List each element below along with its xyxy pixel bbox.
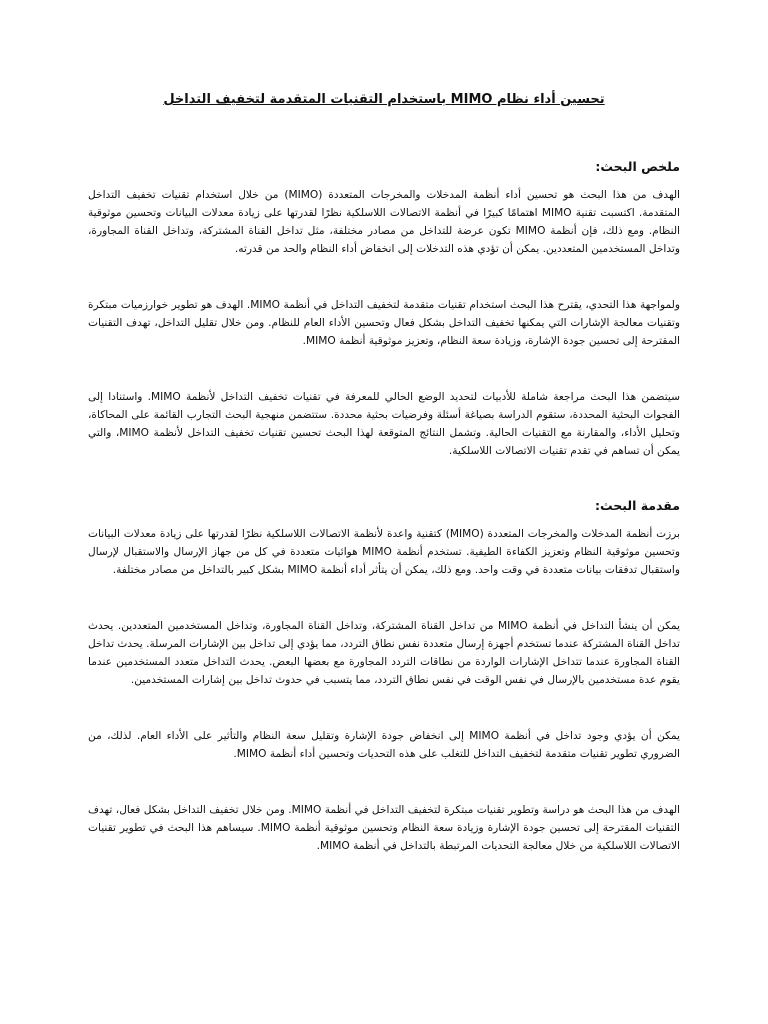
introduction-paragraph-4: الهدف من هذا البحث هو دراسة وتطوير تقنيات مبتكرة لتخفيف التداخل في أنظمة MIMO. ومن خلال تخفيف التداخل بشكل فعال، تهدف التقنيات المقترحة إلى تحسين جودة الإشارة وزيادة سعة النظام وتحسين موثوقية أنظمة MIMO. سيساهم هذا البحث في تطوير تقنيات الاتصالات اللاسلكية من خلال معالجة التحديات المرتبطة بالتداخل في أنظمة MIMO. (88, 804, 680, 852)
document-title: تحسين أداء نظام MIMO باستخدام التقنيات المتقدمة لتخفيف التداخل (163, 92, 605, 107)
introduction-paragraph-2: يمكن أن ينشأ التداخل في أنظمة MIMO من تداخل القناة المشتركة، وتداخل القناة المجاورة، وتداخل المستخدمين المتعددين. يحدث تداخل القناة المشتركة عندما تستخدم أجهزة إرسال متعددة نفس نطاق التردد، مما يؤدي إلى تداخل بين الإشارات المرسلة. يحدث تداخل القناة المجاورة عندما تتداخل الإشارات الواردة من نطاقات التردد المجاورة مع بعضها البعض. يحدث التداخل متعدد المستخدمين عندما يقوم عدة مستخدمين بالإرسال في نفس الوقت في نفس نطاق التردد، مما يتسبب في حدوث تداخل بين إشارات المستخدمين. (88, 620, 680, 686)
introduction-paragraph-3: يمكن أن يؤدي وجود تداخل في أنظمة MIMO إلى انخفاض جودة الإشارة وتقليل سعة النظام والتأثير على الأداء العام. لذلك، من الضروري تطوير تقنيات متقدمة لتخفيف التداخل للتغلب على هذه التحديات وتحسين أداء أنظمة MIMO. (88, 730, 681, 760)
introduction-section (88, 498, 680, 855)
abstract-heading: ملخص البحث: (595, 159, 680, 174)
introduction-paragraph-1: برزت أنظمة المدخلات والمخرجات المتعددة (MIMO) كتقنية واعدة لأنظمة الاتصالات اللاسلكية نظرًا لقدرتها على زيادة معدلات البيانات وتحسين موثوقية النظام وتعزيز الكفاءة الطيفية. تستخدم أنظمة MIMO هوائيات متعددة في كل من جهاز الإرسال والاستقبال لإرسال واستقبال تدفقات بيانات متعددة في وقت واحد. ومع ذلك، يمكن أن يتأثر أداء أنظمة MIMO بشكل كبير بالتداخل من مصادر مختلفة. (88, 528, 681, 576)
abstract-paragraph-2: ولمواجهة هذا التحدي، يقترح هذا البحث استخدام تقنيات متقدمة لتخفيف التداخل في أنظمة MIMO. الهدف هو تطوير خوارزميات مبتكرة وتقنيات معالجة الإشارات التي يمكنها تخفيف التداخل بشكل فعال وتحسين الأداء العام للنظام. ومن خلال تقليل التداخل، تهدف التقنيات المقترحة إلى تحسين جودة الإشارة، وزيادة سعة النظام، وتعزيز موثوقية أنظمة MIMO. (88, 299, 680, 347)
abstract-paragraph-3: سيتضمن هذا البحث مراجعة شاملة للأدبيات لتحديد الوضع الحالي للمعرفة في تقنيات تخفيف التداخل لأنظمة MIMO. واستنادا إلى الفجوات البحثية المحددة، ستقوم الدراسة بصياغة أسئلة وفرضيات بحثية محددة. ستتضمن منهجية البحث التجارب القائمة على المحاكاة، وتحليل الأداء، والمقارنة مع التقنيات الحالية. وتشمل النتائج المتوقعة لهذا البحث تحسين تقنيات تخفيف التداخل لأنظمة MIMO، والتي يمكن أن تساهم في تقدم تقنيات الاتصالات اللاسلكية. (88, 391, 681, 457)
abstract-section (88, 159, 680, 460)
introduction-heading: مقدمة البحث: (595, 498, 680, 513)
abstract-paragraph-1: الهدف من هذا البحث هو تحسين أداء أنظمة المدخلات والمخرجات المتعددة (MIMO) من خلال استخدام تقنيات تخفيف التداخل المتقدمة. اكتسبت تقنية MIMO اهتمامًا كبيرًا في أنظمة الاتصالات اللاسلكية نظرًا لقدرتها على زيادة معدلات البيانات وتحسين موثوقية النظام. ومع ذلك، فإن أنظمة MIMO تكون عرضة للتداخل من مصادر مختلفة، مثل تداخل القناة المشتركة، وتداخل القناة المجاورة، وتداخل المستخدمين المتعددين. يمكن أن تؤدي هذه التدخلات إلى انخفاض أداء النظام والحد من قدرته. (88, 189, 681, 255)
